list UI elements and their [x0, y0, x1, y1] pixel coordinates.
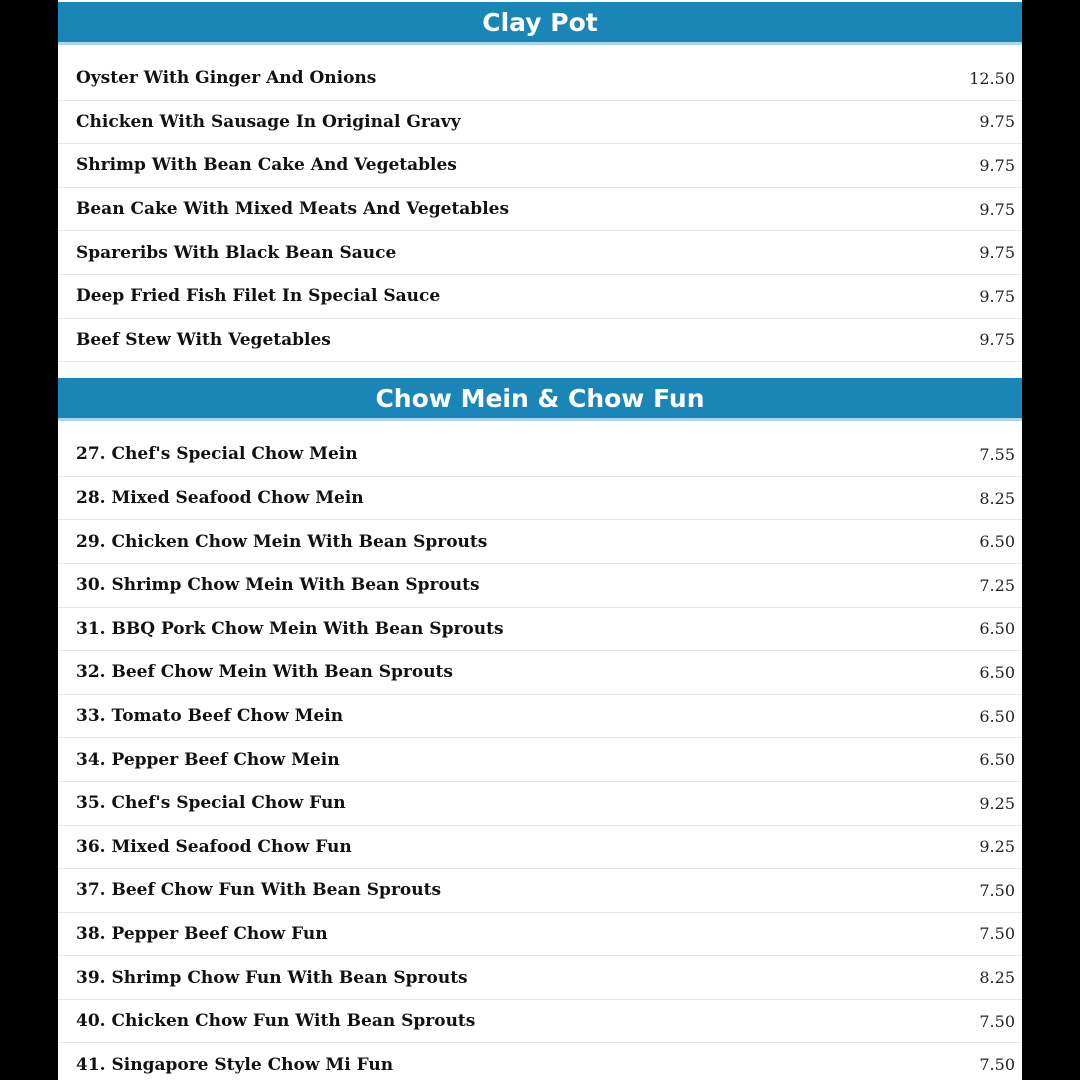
menu-item	[58, 477, 1022, 521]
item-price: 7.25	[979, 575, 1015, 595]
item-price: 7.55	[979, 444, 1015, 464]
item-name: 30. Shrimp Chow Mein With Bean Sprouts	[76, 575, 480, 596]
item-name: 37. Beef Chow Fun With Bean Sprouts	[76, 880, 442, 901]
item-price: 7.50	[979, 1011, 1015, 1031]
item-name: Deep Fried Fish Filet In Special Sauce	[76, 286, 441, 307]
item-price: 9.75	[979, 330, 1015, 350]
item-name: 31. BBQ Pork Chow Mein With Bean Sprouts	[76, 618, 504, 639]
item-name: 36. Mixed Seafood Chow Fun	[76, 836, 352, 857]
item-price: 8.25	[979, 968, 1015, 988]
item-price: 6.50	[979, 750, 1015, 770]
item-name: 39. Shrimp Chow Fun With Bean Sprouts	[76, 967, 468, 988]
menu-item	[58, 188, 1022, 232]
item-name: 34. Pepper Beef Chow Mein	[76, 749, 340, 770]
menu-item	[58, 275, 1022, 319]
item-name: 29. Chicken Chow Mein With Bean Sprouts	[76, 531, 488, 552]
section-header	[58, 378, 1022, 421]
item-name: 41. Singapore Style Chow Mi Fun	[76, 1054, 394, 1075]
menu-item	[58, 738, 1022, 782]
menu-item	[58, 695, 1022, 739]
menu-page	[58, 0, 1022, 1080]
item-price: 6.50	[979, 532, 1015, 552]
item-price: 9.25	[979, 837, 1015, 857]
item-price: 8.25	[979, 488, 1015, 508]
menu-item	[58, 433, 1022, 477]
menu-item	[58, 1043, 1022, 1080]
item-name: Chicken With Sausage In Original Gravy	[76, 111, 461, 132]
item-price: 7.50	[979, 880, 1015, 900]
item-name: 38. Pepper Beef Chow Fun	[76, 923, 328, 944]
section-spacer	[58, 362, 1022, 378]
item-price: 6.50	[979, 706, 1015, 726]
item-name: 27. Chef's Special Chow Mein	[76, 444, 358, 465]
item-price: 6.50	[979, 619, 1015, 639]
menu-item	[58, 782, 1022, 826]
item-price: 7.50	[979, 924, 1015, 944]
section-title: Chow Mein & Chow Fun	[375, 383, 705, 413]
item-name: Oyster With Ginger And Onions	[76, 68, 377, 89]
item-name: Bean Cake With Mixed Meats And Vegetables	[76, 199, 510, 220]
menu-item	[58, 319, 1022, 363]
menu-item	[58, 101, 1022, 145]
item-name: Beef Stew With Vegetables	[76, 329, 331, 350]
menu-list	[58, 45, 1022, 362]
menu-item	[58, 1000, 1022, 1044]
section-header	[58, 2, 1022, 45]
menu-item	[58, 564, 1022, 608]
item-price: 9.75	[979, 155, 1015, 175]
item-name: 40. Chicken Chow Fun With Bean Sprouts	[76, 1011, 476, 1032]
section-title: Clay Pot	[482, 7, 598, 37]
menu-item	[58, 231, 1022, 275]
item-price: 9.75	[979, 286, 1015, 306]
menu-item	[58, 913, 1022, 957]
item-name: Spareribs With Black Bean Sauce	[76, 242, 397, 263]
item-price: 9.75	[979, 243, 1015, 263]
section-clay-pot	[58, 2, 1022, 362]
menu-item	[58, 57, 1022, 101]
item-price: 12.50	[969, 68, 1015, 88]
menu-item	[58, 826, 1022, 870]
menu-list	[58, 421, 1022, 1080]
item-name: 33. Tomato Beef Chow Mein	[76, 706, 344, 727]
menu-item	[58, 651, 1022, 695]
section-chow-mein-chow-fun	[58, 378, 1022, 1080]
item-price: 6.50	[979, 662, 1015, 682]
menu-item	[58, 608, 1022, 652]
menu-item	[58, 520, 1022, 564]
item-name: Shrimp With Bean Cake And Vegetables	[76, 155, 457, 176]
item-price: 7.50	[979, 1055, 1015, 1075]
item-name: 28. Mixed Seafood Chow Mein	[76, 488, 364, 509]
menu-item	[58, 869, 1022, 913]
item-price: 9.75	[979, 112, 1015, 132]
item-price: 9.75	[979, 199, 1015, 219]
item-price: 9.25	[979, 793, 1015, 813]
menu-item	[58, 144, 1022, 188]
item-name: 32. Beef Chow Mein With Bean Sprouts	[76, 662, 453, 683]
item-name: 35. Chef's Special Chow Fun	[76, 793, 346, 814]
menu-item	[58, 956, 1022, 1000]
